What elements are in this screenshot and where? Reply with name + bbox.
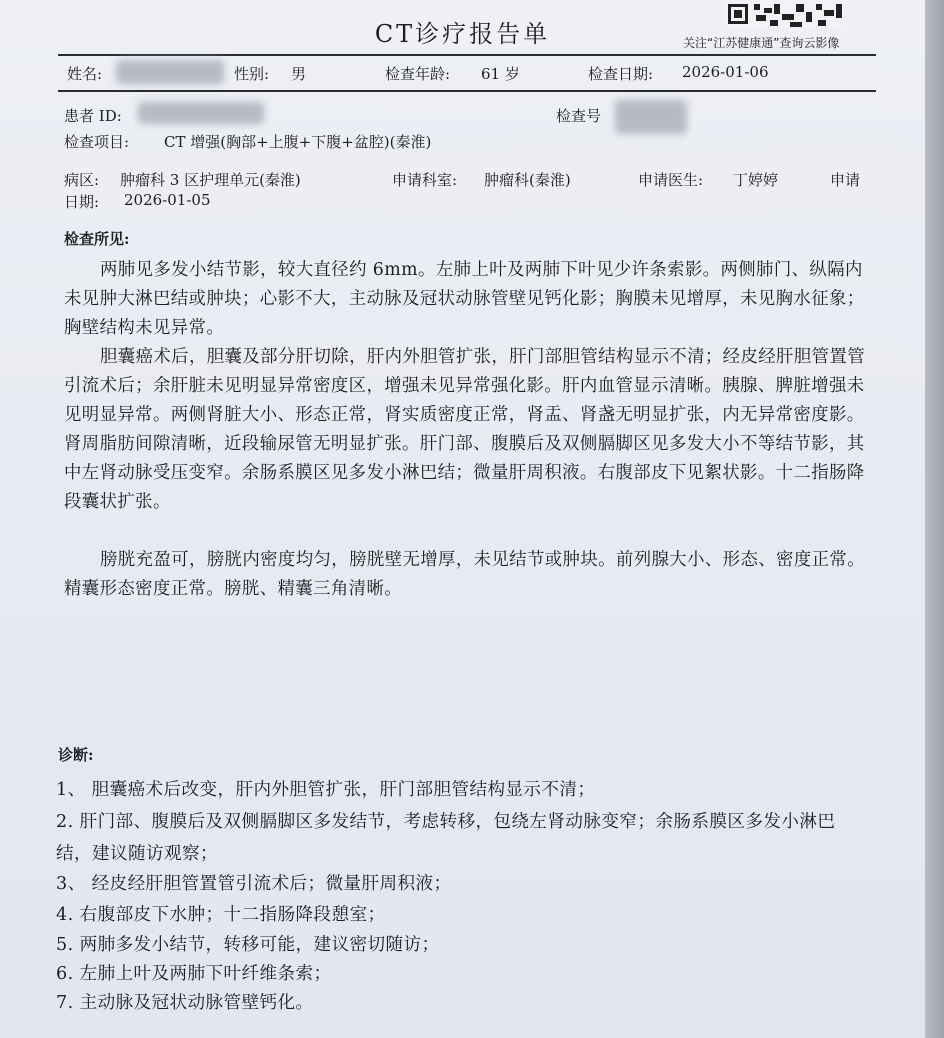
diagnosis-item-7: 7. 主动脉及冠状动脉管壁钙化。	[56, 993, 314, 1013]
apply-label: 申请	[830, 171, 861, 189]
report-title: CT诊疗报告单	[374, 20, 551, 48]
name-label: 姓名:	[67, 65, 103, 83]
diagnosis-item-6: 6. 左肺上叶及两肺下叶纤维条索；	[56, 964, 332, 984]
diagnosis-heading: 诊断:	[58, 746, 94, 764]
sex-value: 男	[291, 65, 307, 83]
redacted-name	[116, 60, 224, 84]
redacted-exam-no	[615, 100, 687, 134]
cloud-image-note: 关注“江苏健康通”查询云影像	[683, 36, 840, 50]
dept-value: 肿瘤科(秦淮)	[484, 171, 571, 189]
apply-date-value: 2026-01-05	[124, 191, 211, 209]
doctor-value: 丁婷婷	[733, 171, 779, 189]
exam-item-label: 检查项目:	[64, 133, 130, 151]
diagnosis-item-1: 1、 胆囊癌术后改变，肝内外胆管扩张，肝门部胆管结构显示不清；	[56, 780, 596, 800]
findings-paragraph-chest: 两肺见多发小结节影，较大直径约 6mm。左肺上叶及两肺下叶见少许条索影。两侧肺门、纵隔内未见肿大淋巴结或肿块；心影不大，主动脉及冠状动脉管壁见钙化影；胸膜未见增厚，未见胸水征象；胸壁结构未见异常。	[64, 260, 865, 338]
exam-date-label: 检查日期:	[588, 65, 654, 83]
doctor-label: 申请医生:	[638, 171, 704, 189]
age-value: 61 岁	[481, 65, 520, 83]
patient-id-label: 患者 ID:	[64, 107, 122, 125]
diagnosis-item-3: 3、 经皮经肝胆管置管引流术后；微量肝周积液；	[56, 874, 452, 894]
qr-code	[726, 0, 844, 28]
ward-label: 病区:	[64, 171, 100, 189]
header-bottom-rule	[58, 90, 876, 92]
redacted-patient-id	[138, 102, 264, 124]
diagnosis-item-2: 2. 肝门部、腹膜后及双侧膈脚区多发结节，考虑转移，包绕左肾动脉变窄；余肠系膜区多发小淋巴结，建议随访观察；	[56, 812, 836, 864]
sex-label: 性别:	[234, 65, 270, 83]
age-label: 检查年龄:	[385, 65, 451, 83]
diagnosis-item-5: 5. 两肺多发小结节，转移可能，建议密切随访；	[56, 935, 440, 955]
apply-date-label: 日期:	[64, 193, 100, 211]
ward-value: 肿瘤科 3 区护理单元(秦淮)	[120, 171, 301, 189]
dept-label: 申请科室:	[392, 171, 458, 189]
header-top-rule	[58, 54, 876, 56]
findings-heading: 检查所见:	[64, 230, 130, 248]
exam-date-value: 2026-01-06	[682, 63, 769, 81]
diagnosis-item-4: 4. 右腹部皮下水肿；十二指肠降段憩室；	[56, 905, 386, 925]
findings-paragraph-abdomen: 胆囊癌术后，胆囊及部分肝切除，肝内外胆管扩张，肝门部胆管结构显示不清；经皮经肝胆管置管引流术后；余肝脏未见明显异常密度区，增强未见异常强化影。肝内血管显示清晰。胰腺、脾脏增强未见明显异常。两侧肾脏大小、形态正常，肾实质密度正常，肾盂、肾盏无明显扩张，内无异常密度影。肾周脂肪间隙清晰，近段输尿管无明显扩张。肝门部、腹膜后及双侧膈脚区见多发大小不等结节影，其中左肾动脉受压变窄。余肠系膜区见多发小淋巴结；微量肝周积液。右腹部皮下见絮状影。十二指肠降段囊状扩张。	[64, 347, 866, 512]
findings-paragraph-pelvis: 膀胱充盈可，膀胱内密度均匀，膀胱壁无增厚，未见结节或肿块。前列腺大小、形态、密度正常。精囊形态密度正常。膀胱、精囊三角清晰。	[64, 550, 866, 599]
exam-no-label: 检查号	[556, 107, 602, 125]
exam-item-value: CT 增强(胸部+上腹+下腹+盆腔)(秦淮)	[164, 133, 432, 151]
paper-edge-shadow	[925, 0, 944, 1038]
